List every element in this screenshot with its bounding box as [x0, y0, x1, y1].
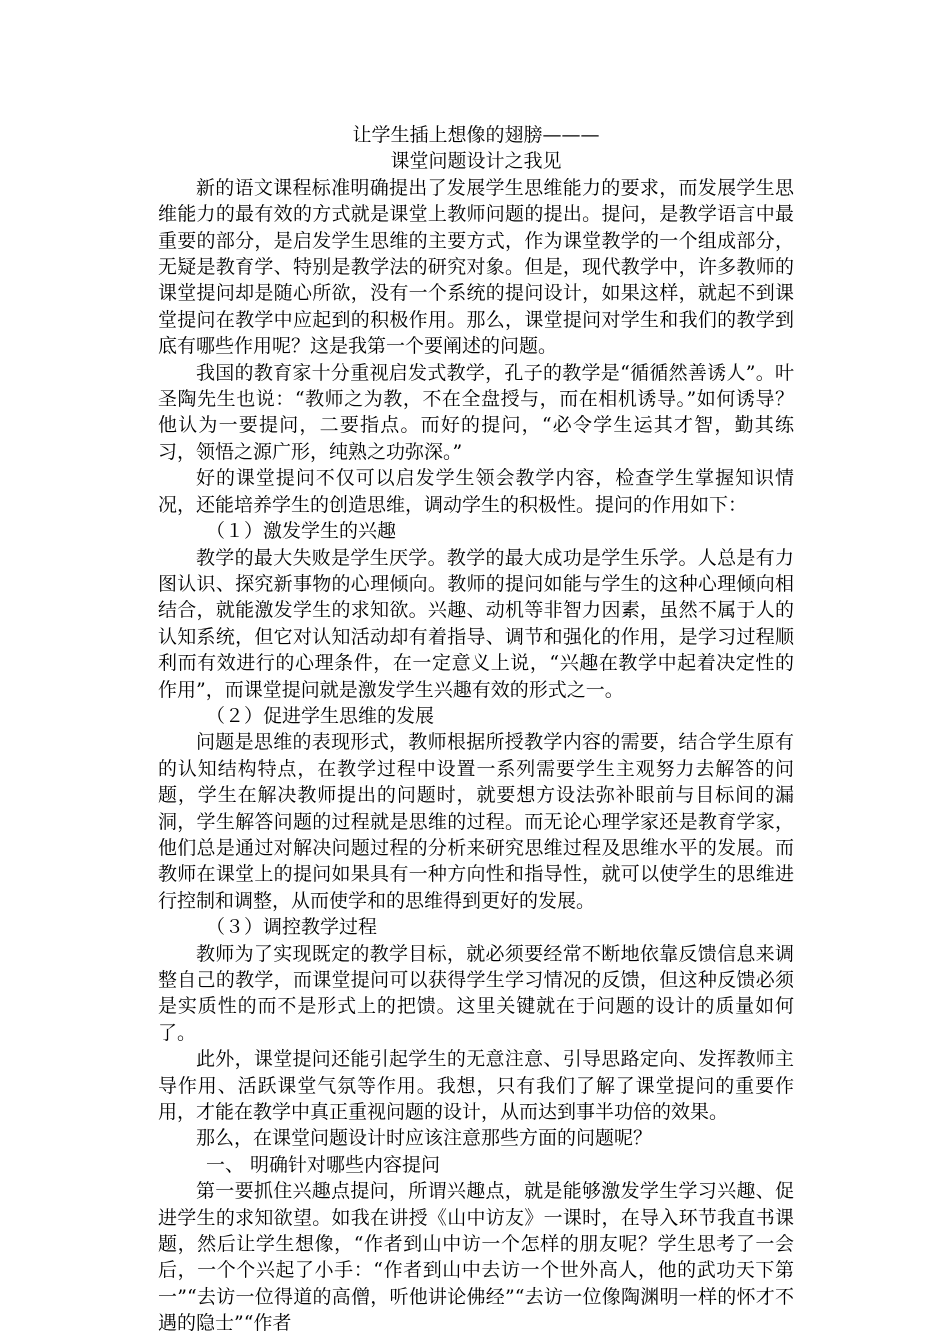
- paragraph-7: 此外，课堂提问还能引起学生的无意注意、引导思路定向、发挥教师主导作用、活跃课堂气氛等作用。我想，只有我们了解了课堂提问的重要作用，才能在教学中真正重视问题的设计，从而达到事半功倍的效果。: [158, 1048, 794, 1124]
- section-heading-2: （２）促进学生思维的发展: [206, 704, 435, 727]
- paragraph-3: 好的课堂提问不仅可以启发学生领会教学内容，检查学生掌握知识情况，还能培养学生的创造思维，调动学生的积极性。提问的作用如下：: [158, 467, 794, 516]
- paragraph-4: 教学的最大失败是学生厌学。教学的最大成功是学生乐学。人总是有力图认识、探究新事物的心理倾向。教师的提问如能与学生的这种心理倾向相结合，就能激发学生的求知欲。兴趣、动机等非智力因素，虽然不属于人的认知系统，但它对认知活动却有着指导、调节和强化的作用，是学习过程顺利而有效进行的心理条件，在一定意义上说，“兴趣在教学中起着决定性的作用”，而课堂提问就是激发学生兴趣有效的形式之一。: [158, 546, 794, 701]
- section-heading-1: （１）激发学生的兴趣: [206, 520, 397, 543]
- paragraph-5: 问题是思维的表现形式，教师根据所授教学内容的需要，结合学生原有的认知结构特点，在教学过程中设置一系列需要学生主观努力去解答的问题，学生在解决教师提出的问题时，就要想方设法弥补眼前与目标间的漏洞，学生解答问题的过程就是思维的过程。而无论心理学家还是教育学家，他们总是通过对解决问题过程的分析来研究思维过程及思维水平的发展。而教师在课堂上的提问如果具有一种方向性和指导性，就可以使学生的思维进行控制和调整，从而使学和的思维得到更好的发展。: [158, 731, 794, 912]
- section-heading-4: 一、 明确针对哪些内容提问: [206, 1153, 441, 1176]
- paragraph-2: 我国的教育家十分重视启发式教学，孔子的教学是“循循然善诱人”。叶圣陶先生也说：“教师之为教，不在全盘授与，而在相机诱导。”如何诱导？他认为一要提问，二要指点。而好的提问，“必令学生运其才智，勤其练习，领悟之源广形，纯熟之功弥深。”: [158, 361, 794, 463]
- paragraph-6: 教师为了实现既定的教学目标，就必须要经常不断地依靠反馈信息来调整自己的教学，而课堂提问可以获得学生学习情况的反馈，但这种反馈必须是实质性的而不是形式上的把馈。这里关键就在于问题的设计的质量如何了。: [158, 942, 794, 1044]
- document-page: [158, 122, 794, 1337]
- section-heading-3: （３）调控教学过程: [206, 916, 378, 939]
- paragraph-8: 那么，在课堂问题设计时应该注意那些方面的问题呢？: [196, 1127, 653, 1150]
- document-title-line-2: 课堂问题设计之我见: [390, 150, 562, 173]
- document-title-line-1: 让学生插上想像的翅膀———: [352, 124, 600, 146]
- paragraph-9: 第一要抓住兴趣点提问，所谓兴趣点，就是能够激发学生学习兴趣、促进学生的求知欲望。如我在讲授《山中访友》一课时，在导入环节我直书课题，然后让学生想像，“作者到山中访一个怎样的朋友呢？学生思考了一会后，一个个兴起了小手：“作者到山中去访一个世外高人，他的武功天下第一”“去访一位得道的高僧，听他讲论佛经”“去访一位像陶渊明一样的怀才不遇的隐士”“作者: [158, 1180, 794, 1335]
- paragraph-1: 新的语文课程标准明确提出了发展学生思维能力的要求，而发展学生思维能力的最有效的方式就是课堂上教师问题的提出。提问，是教学语言中最重要的部分，是启发学生思维的主要方式，作为课堂教学的一个组成部分，无疑是教育学、特别是教学法的研究对象。但是，现代教学中，许多教师的课堂提问却是随心所欲，没有一个系统的提问设计，如果这样，就起不到课堂提问在教学中应起到的积极作用。那么，课堂提问对学生和我们的教学到底有哪些作用呢？这是我第一个要阐述的问题。: [158, 176, 794, 358]
